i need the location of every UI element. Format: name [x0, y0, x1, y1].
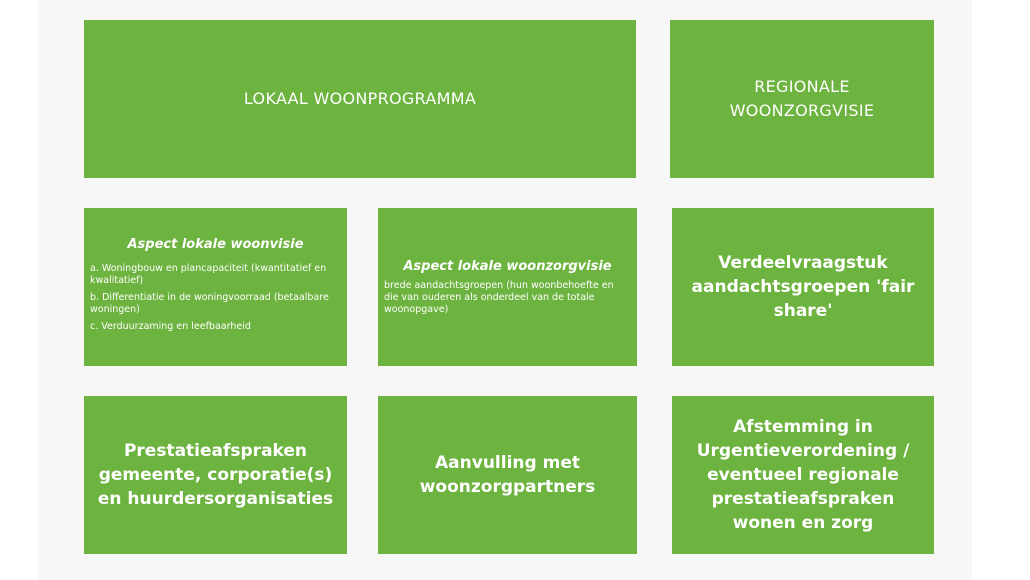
regionale-woonzorgvisie-title-line1: REGIONALE — [754, 77, 850, 96]
aspect-lokale-woonvisie-list — [84, 258, 347, 338]
afstemming-box — [672, 396, 934, 554]
aspect-lokale-woonzorgvisie-body: brede aandachtsgroepen (hun woonbehoefte en die van ouderen als onderdeel van de totale woonopgave) — [384, 279, 614, 315]
woonvisie-item-b: b. Differentiatie in de woningvoorraad (betaalbare woningen) — [90, 291, 329, 315]
aspect-lokale-woonvisie-box — [84, 208, 347, 366]
aanvulling-woonzorgpartners-box — [378, 396, 637, 554]
aspect-lokale-woonzorgvisie-box — [378, 208, 637, 366]
woonvisie-item-c: c. Verduurzaming en leefbaarheid — [90, 320, 251, 332]
diagram-panel — [38, 0, 972, 580]
verdeelvraagstuk-text: Verdeelvraagstuk aandachtsgroepen 'fair share' — [691, 253, 915, 321]
afstemming-text: Afstemming in Urgentieverordening / eventueel regionale prestatieafspraken wonen en zorg — [696, 417, 910, 533]
lokaal-woonprogramma-box — [84, 20, 636, 178]
lokaal-woonprogramma-title: LOKAAL WOONPROGRAMMA — [243, 89, 477, 108]
aanvulling-woonzorgpartners-text: Aanvulling met woonzorgpartners — [419, 453, 596, 497]
verdeelvraagstuk-box — [672, 208, 934, 366]
aspect-lokale-woonzorgvisie-heading: Aspect lokale woonzorgvisie — [403, 258, 612, 274]
regionale-woonzorgvisie-box — [670, 20, 934, 178]
regionale-woonzorgvisie-title-line2: WOONZORGVISIE — [729, 101, 875, 120]
aspect-lokale-woonvisie-heading: Aspect lokale woonvisie — [127, 236, 304, 252]
prestatieafspraken-box — [84, 396, 347, 554]
woonvisie-item-a: a. Woningbouw en plancapaciteit (kwantitatief en kwalitatief) — [90, 262, 327, 286]
prestatieafspraken-text: Prestatieafspraken gemeente, corporatie(s) en huurdersorganisaties — [97, 441, 334, 509]
